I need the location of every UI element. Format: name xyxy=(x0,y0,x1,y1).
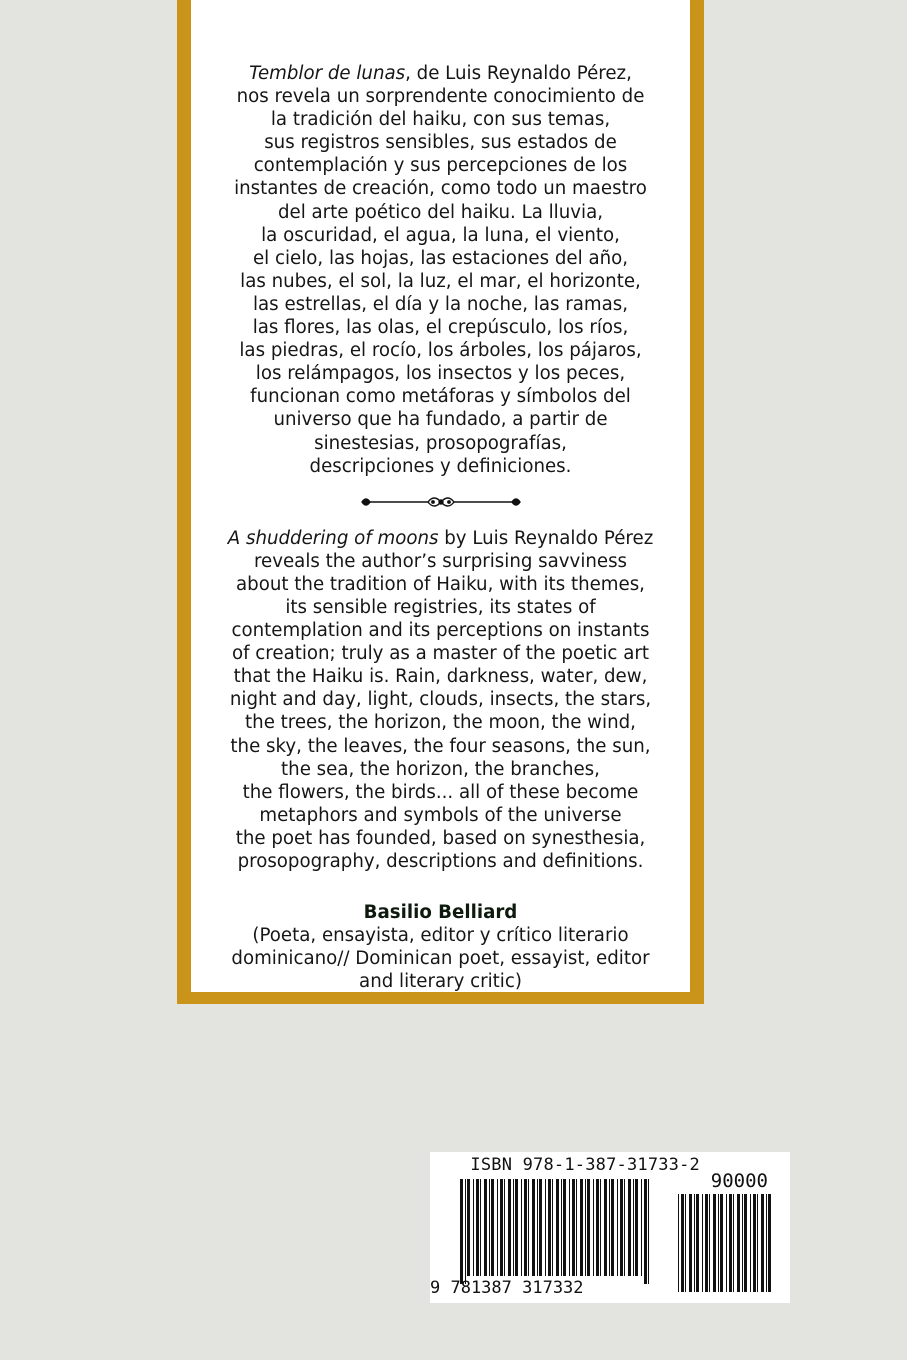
spanish-blurb-line: nos revela un sorprendente conocimiento de xyxy=(236,86,645,108)
spanish-blurb-line: las piedras, el rocío, los árboles, los pájaros, xyxy=(239,340,642,362)
barcode-bar xyxy=(491,1179,494,1276)
barcode-bar xyxy=(648,1179,649,1284)
english-blurb-line: the trees, the horizon, the moon, the wind, xyxy=(245,712,636,734)
barcode-bar xyxy=(585,1179,586,1276)
barcode-bar xyxy=(753,1194,756,1292)
english-blurb-line: metaphors and symbols of the universe xyxy=(259,804,622,826)
price-code: 90000 xyxy=(710,1170,768,1192)
english-blurb-line: about the tradition of Haiku, with its themes, xyxy=(236,573,645,595)
author-role-line: and literary critic) xyxy=(359,971,522,993)
barcode-bar xyxy=(497,1179,498,1276)
barcode-bar xyxy=(561,1179,562,1276)
barcode-bar xyxy=(460,1179,463,1284)
barcode-bar xyxy=(617,1179,618,1276)
barcode-bar xyxy=(611,1179,614,1276)
barcode-bar xyxy=(569,1179,570,1276)
spanish-blurb-line: descripciones y definiciones. xyxy=(309,455,572,477)
barcode-bar xyxy=(480,1179,481,1276)
spanish-blurb-line: la tradición del haiku, con sus temas, xyxy=(270,109,611,131)
barcode-bar xyxy=(729,1194,732,1292)
barcode-bar xyxy=(515,1179,518,1276)
barcode-bar xyxy=(500,1179,503,1276)
spanish-blurb-line: funcionan como metáforas y símbolos del xyxy=(250,386,631,408)
spanish-blurb-line: sinestesias, prosopografías, xyxy=(314,432,567,454)
english-blurb-line: night and day, light, clouds, insects, the stars, xyxy=(229,689,652,711)
barcode-bar xyxy=(548,1179,551,1276)
barcode-bar xyxy=(604,1179,607,1276)
barcode-bar xyxy=(685,1194,686,1292)
barcode-bar xyxy=(521,1179,522,1276)
spanish-blurb-line: los relámpagos, los insectos y los peces, xyxy=(255,363,626,385)
barcode-bar xyxy=(576,1179,577,1276)
barcode-bar xyxy=(572,1179,575,1276)
barcode-bar xyxy=(465,1179,466,1284)
barcode-bar xyxy=(744,1194,747,1292)
spanish-blurb-line: el cielo, las hojas, las estaciones del año, xyxy=(252,247,629,269)
spanish-blurb-line: universo que ha fundado, a partir de xyxy=(273,409,608,431)
barcode-bar xyxy=(757,1194,758,1292)
spanish-blurb-line: las nubes, el sol, la luz, el mar, el horizonte, xyxy=(240,270,641,292)
spanish-blurb-line: las flores, las olas, el crepúsculo, los ríos, xyxy=(252,317,629,339)
barcode-bar xyxy=(537,1179,538,1276)
barcode-bar xyxy=(742,1194,743,1292)
barcode-bar xyxy=(750,1194,751,1292)
barcode-bar xyxy=(539,1179,542,1276)
barcode-bar xyxy=(641,1179,642,1276)
barcode-bar xyxy=(644,1179,647,1284)
barcode-bar xyxy=(766,1194,767,1292)
barcode-bar xyxy=(552,1179,553,1276)
barcode-bar xyxy=(768,1194,771,1292)
barcode-bar xyxy=(489,1179,490,1276)
spanish-blurb-line: contemplación y sus percepciones de los xyxy=(253,155,628,177)
barcode-bar xyxy=(596,1179,599,1276)
spanish-book-title: Temblor de lunas xyxy=(249,63,406,84)
barcode-bar xyxy=(713,1194,716,1292)
barcode-bar xyxy=(563,1179,566,1276)
barcode-bar xyxy=(633,1179,634,1276)
spanish-blurb xyxy=(191,62,690,478)
english-blurb-line: the flowers, the birds... all of these become xyxy=(242,781,639,803)
english-book-title: A shuddering of moons xyxy=(227,527,439,549)
english-blurb-line: contemplation and its perceptions on instants xyxy=(231,620,650,642)
barcode-bar xyxy=(709,1194,710,1292)
barcode-bar xyxy=(696,1194,699,1292)
author-role-line: dominicano// Dominican poet, essayist, editor xyxy=(231,948,650,970)
blurb-panel xyxy=(191,0,690,992)
english-blurb-line: its sensible registries, its states of xyxy=(285,596,596,618)
barcode-bar xyxy=(726,1194,727,1292)
author-name: Basilio Belliard xyxy=(363,902,518,924)
barcode-bar xyxy=(545,1179,546,1276)
barcode-bar xyxy=(720,1194,723,1292)
barcode-bar xyxy=(532,1179,535,1276)
barcode-bar xyxy=(681,1194,684,1292)
barcode-bar xyxy=(473,1179,474,1276)
barcode-bar xyxy=(705,1194,708,1292)
barcode-bar xyxy=(609,1179,610,1276)
spanish-blurb-line: sus registros sensibles, sus estados de xyxy=(264,132,617,154)
blurb-frame xyxy=(177,0,704,1004)
english-blurb-line: reveals the author’s surprising savviness xyxy=(253,550,628,572)
barcode-bar xyxy=(556,1179,559,1276)
english-blurb-line: the sky, the leaves, the four seasons, the sun, xyxy=(230,735,651,757)
spanish-blurb-line: la oscuridad, el agua, la luna, el viento, xyxy=(261,224,620,246)
english-blurb xyxy=(191,527,690,873)
barcode-bar xyxy=(620,1179,623,1276)
barcode-bar xyxy=(524,1179,527,1276)
barcode-bar xyxy=(504,1179,505,1276)
ornament-divider xyxy=(356,487,526,517)
barcode-bar xyxy=(587,1179,590,1276)
barcode-bar xyxy=(718,1194,719,1292)
english-blurb-line: the sea, the horizon, the branches, xyxy=(281,758,600,780)
barcode-bar xyxy=(689,1194,692,1292)
isbn-label: ISBN 978-1-387-31733-2 xyxy=(470,1155,700,1175)
barcode-bar xyxy=(737,1194,740,1292)
barcode-bar xyxy=(580,1179,583,1276)
barcode-bar xyxy=(600,1179,601,1276)
spanish-blurb-line: Temblor de lunas, de Luis Reynaldo Pérez, xyxy=(249,63,632,84)
barcode-bar xyxy=(508,1179,511,1276)
barcode-bar xyxy=(702,1194,703,1292)
barcode-bar xyxy=(593,1179,594,1276)
barcode-bar xyxy=(628,1179,631,1276)
isbn-barcode xyxy=(430,1152,790,1303)
barcode-bar xyxy=(694,1194,695,1292)
barcode-bar xyxy=(476,1179,479,1276)
english-blurb-line: A shuddering of moons by Luis Reynaldo Pérez xyxy=(227,527,654,549)
barcode-bar xyxy=(678,1194,679,1292)
barcode-bar xyxy=(761,1194,764,1292)
author-role xyxy=(191,924,690,993)
spanish-blurb-line: instantes de creación, como todo un maestro xyxy=(234,178,647,200)
english-blurb-line: the poet has founded, based on synesthesia, xyxy=(235,827,646,849)
barcode-bar xyxy=(484,1179,487,1276)
barcode-bar xyxy=(467,1179,470,1276)
barcode-bar xyxy=(733,1194,734,1292)
barcode-bar xyxy=(624,1179,625,1276)
barcode-bar xyxy=(513,1179,514,1276)
author-role-line: (Poeta, ensayista, editor y crítico literario xyxy=(252,925,629,947)
english-blurb-line: prosopography, descriptions and definitions. xyxy=(237,851,644,872)
spanish-blurb-line: del arte poético del haiku. La lluvia, xyxy=(277,201,604,223)
spanish-blurb-line: las estrellas, el día y la noche, las ramas, xyxy=(252,293,628,315)
barcode-digits: 9 781387 317332 xyxy=(430,1278,584,1298)
barcode-bar xyxy=(635,1179,638,1276)
english-blurb-line: that the Haiku is. Rain, darkness, water, dew, xyxy=(233,666,648,688)
english-blurb-line: of creation; truly as a master of the poetic art xyxy=(232,643,649,665)
barcode-bar xyxy=(528,1179,529,1276)
